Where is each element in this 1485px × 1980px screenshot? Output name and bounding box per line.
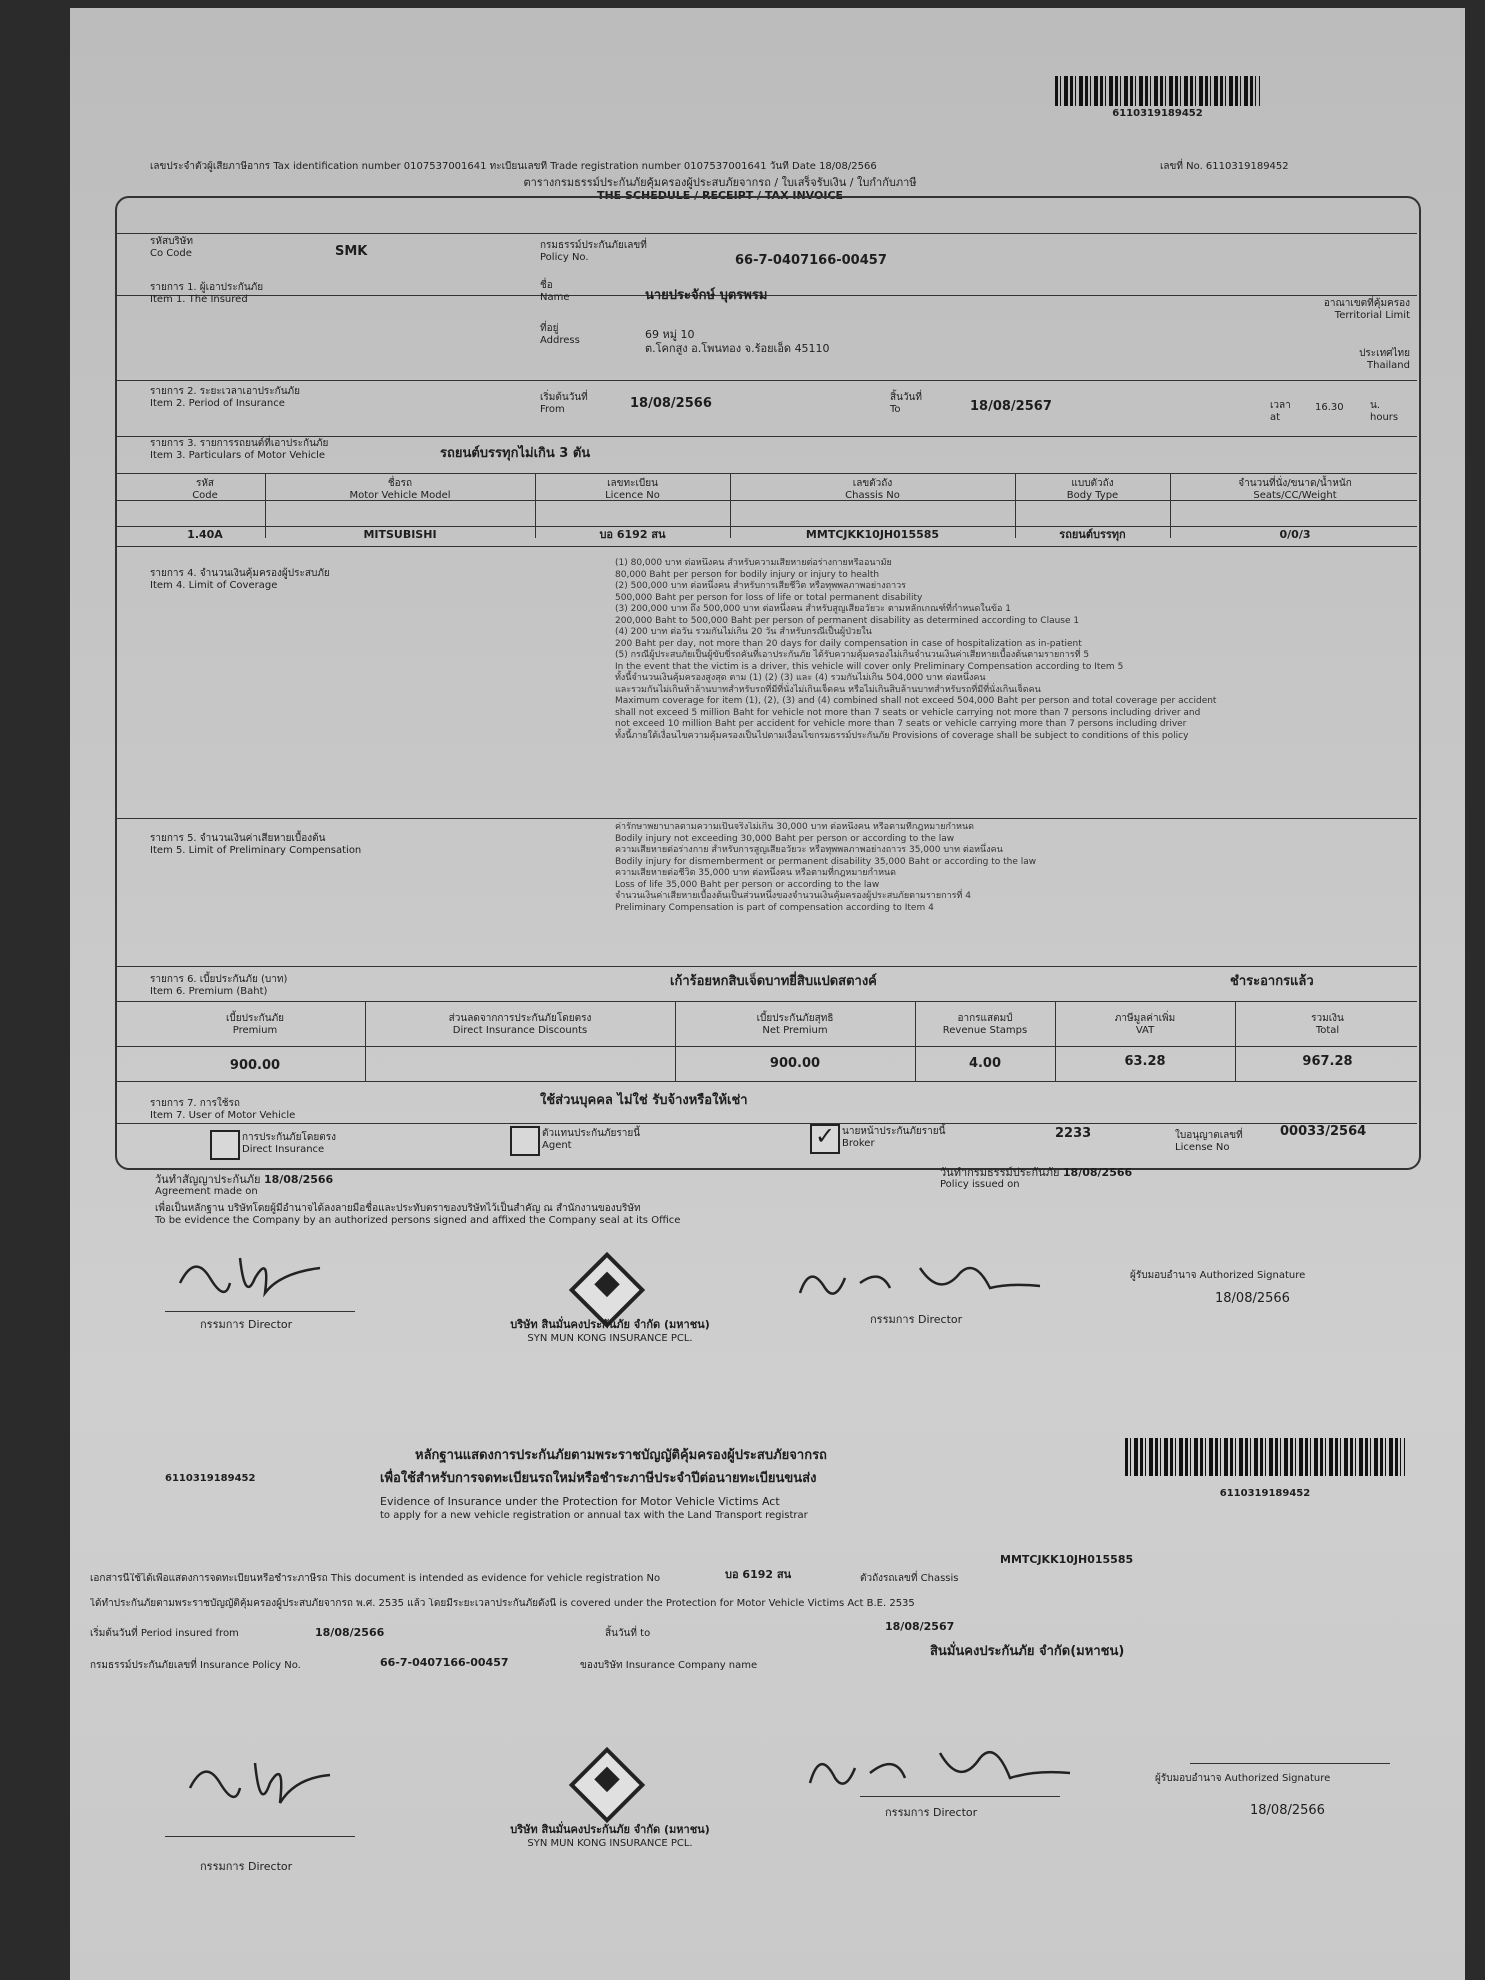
item4-label: รายการ 4. จำนวนเงินคุ้มครองผู้ประสบภัย Item 4. Limit of Coverage	[150, 568, 330, 591]
co-code-label: รหัสบริษัท Co Code	[150, 236, 193, 259]
vehicle-header-body: แบบตัวถัง Body Type	[1066, 478, 1119, 501]
company-name-en: SYN MUN KONG INSURANCE PCL.	[527, 1333, 693, 1344]
net-premium-value: 900.00	[769, 1056, 821, 1071]
evidence-title-en-2: to apply for a new vehicle registration or annual tax with the Land Transport registrar	[380, 1510, 808, 1521]
revenue-stamps-header: อากรแสตมป์ Revenue Stamps	[942, 1013, 1028, 1036]
name-label: ชื่อ Name	[540, 280, 570, 303]
evidence-number-left: 6110319189452	[165, 1473, 256, 1484]
vehicle-header-code: รหัส Code	[192, 478, 218, 501]
top-barcode-number: 6110319189452	[1112, 108, 1203, 119]
director-signature-left	[170, 1243, 330, 1313]
vehicle-usage: ใช้ส่วนบุคคล ไม่ใช่ รับจ้างหรือให้เช่า	[540, 1093, 748, 1108]
vehicle-chassis: MMTCJKK10JH015585	[805, 528, 940, 541]
tax-id-line: เลขประจำตัวผู้เสียภาษีอากร Tax identification number 0107537001641 ทะเบียนเลขที่ Trade registration number 0107537001641 วันที่ Date 18/08/2566	[150, 161, 877, 172]
premium-amount-words: เก้าร้อยหกสิบเจ็ดบาทยี่สิบแปดสตางค์	[670, 974, 877, 989]
policy-issued-date: วันทำกรมธรรม์ประกันภัย 18/08/2566 Policy issued on	[940, 1166, 1133, 1190]
address-line-2: ต.โคกสูง อ.โพนทอง จ.ร้อยเอ็ด 45110	[645, 342, 830, 355]
vehicle-body-type: รถยนต์บรรทุก	[1059, 528, 1126, 541]
company-logo-icon	[569, 1252, 645, 1328]
evidence-to-label: สิ้นวันที่ to	[605, 1628, 651, 1639]
agreement-date: วันทำสัญญาประกันภัย 18/08/2566 Agreement made on	[155, 1173, 334, 1197]
schedule-title-th: ตารางกรมธรรม์ประกันภัยคุ้มครองผู้ประสบภัยจากรถ / ใบเสร็จรับเงิน / ใบกำกับภาษี	[523, 176, 917, 189]
director-label-left: กรรมการ Director	[200, 1318, 293, 1331]
vat-header: ภาษีมูลค่าเพิ่ม VAT	[1114, 1013, 1176, 1036]
territorial-limit: อาณาเขตที่คุ้มครอง Territorial Limit	[1323, 298, 1410, 321]
vehicle-licence: บอ 6192 สน	[599, 528, 666, 541]
co-code-value: SMK	[335, 244, 368, 259]
vehicle-header-chassis: เลขตัวถัง Chassis No	[845, 478, 900, 501]
to-label: สิ้นวันที่ To	[890, 392, 922, 415]
evidence-chassis: MMTCJKK10JH015585	[1000, 1553, 1134, 1566]
broker-checkbox[interactable]	[810, 1124, 840, 1154]
registration-line: เอกสารนี้ใช้ได้เพื่อแสดงการจดทะเบียนหรือชำระภาษีรถ This document is intended as evidence for vehicle registration No	[90, 1573, 661, 1584]
item1-label: รายการ 1. ผู้เอาประกันภัย Item 1. The Insured	[150, 282, 264, 305]
broker-number: 2233	[1055, 1126, 1092, 1141]
authorized-date: 18/08/2566	[1215, 1291, 1290, 1306]
time-unit: น. hours	[1370, 400, 1399, 423]
direct-insurance-label: การประกันภัยโดยตรง Direct Insurance	[242, 1132, 336, 1155]
policy-no-label: กรมธรรม์ประกันภัยเลขที่ Policy No.	[540, 240, 647, 263]
policy-number: 66-7-0407166-00457	[735, 253, 887, 268]
address-line-1: 69 หมู่ 10	[645, 328, 695, 341]
period-time: 16.30	[1315, 402, 1344, 413]
schedule-title-en: THE SCHEDULE / RECEIPT / TAX INVOICE	[596, 189, 844, 202]
evidence-statement: เพื่อเป็นหลักฐาน บริษัทโดยผู้มีอำนาจได้ลงลายมือชื่อและประทับตราของบริษัทไว้เป็นสำคัญ ณ สำนักงานของบริษัท To be evidence the Company by an authorized persons signed and affixed the Company seal at its Office	[155, 1203, 681, 1226]
agent-label: ตัวแทนประกันภัยรายนี้ Agent	[542, 1128, 641, 1151]
company-name-th: บริษัท สินมั่นคงประกันภัย จำกัด (มหาชน)	[510, 1318, 710, 1331]
from-label: เริ่มต้นวันที่ From	[540, 392, 588, 415]
company-name-th-2: บริษัท สินมั่นคงประกันภัย จำกัด (มหาชน)	[510, 1823, 710, 1836]
vehicle-model: MITSUBISHI	[363, 528, 437, 541]
time-label: เวลา at	[1270, 400, 1291, 423]
director-label-left-2: กรรมการ Director	[200, 1860, 293, 1873]
stamp-duty-paid: ชำระอากรแล้ว	[1230, 974, 1314, 989]
total-value: 967.28	[1302, 1054, 1353, 1069]
vehicle-header-licence: เลขทะเบียน Licence No	[605, 478, 660, 501]
vehicle-header-seats: จำนวนที่นั่ง/ขนาด/น้ำหนัก Seats/CC/Weight	[1238, 478, 1352, 501]
territory-country: ประเทศไทย Thailand	[1359, 348, 1410, 371]
evidence-title-en-1: Evidence of Insurance under the Protection for Motor Vehicle Victims Act	[380, 1495, 780, 1508]
item2-label: รายการ 2. ระยะเวลาเอาประกันภัย Item 2. Period of Insurance	[150, 386, 301, 409]
direct-insurance-checkbox[interactable]	[210, 1130, 240, 1160]
address-label: ที่อยู่ Address	[540, 323, 580, 346]
vat-value: 63.28	[1124, 1054, 1166, 1069]
company-logo-icon-2	[569, 1747, 645, 1823]
evidence-policy-no: 66-7-0407166-00457	[380, 1656, 509, 1669]
director-label-right-2: กรรมการ Director	[885, 1806, 978, 1819]
coverage-text: (1) 80,000 บาท ต่อหนึ่งคน สำหรับความเสียหายต่อร่างกายหรืออนามัย 80,000 Baht per person for bodily injury or injury to health (2) 500,000 บาท ต่อหนึ่งคน สำหรับการเสียชีวิต หรือทุพพลภาพอย่างถาวร 500,000 Baht per person for loss of life or total permanent disability (3) 200,000 บาท ถึง 500,000 บาท ต่อหนึ่งคน สำหรับสูญเสียอวัยวะ ตามหลักเกณฑ์ที่กำหนดในข้อ 1 200,000 Baht to 500,000 Baht per person of permanent disability as determined according to Clause 1 (4) 200 บาท ต่อวัน รวมกันไม่เกิน 20 วัน สำหรับกรณีเป็นผู้ป่วยใน 200 Baht per day, not more than 20 days for daily compensation in case of hospitalization as in-patient (5) กรณีผู้ประสบภัยเป็นผู้ขับขี่รถคันที่เอาประกันภัย ได้รับความคุ้มครองไม่เกินจำนวนเงินค่าเสียหายเบื้องต้นตามรายการที่ 5 In the event that the victim is a driver, this vehicle will cover only Preliminary Compensation according to Item 5 ทั้งนี้จำนวนเงินคุ้มครองสูงสุด ตาม (1) (2) (3) และ (4) รวมกันไม่เกิน 504,000 บาท ต่อหนึ่งคน และรวมกันไม่เกินห้าล้านบาทสำหรับรถที่มีที่นั่งไม่เกินเจ็ดคน หรือไม่เกินสิบล้านบาทสำหรับรถที่มีที่นั่งเกินเจ็ดคน Maximum coverage for item (1), (2), (3) and (4) combined shall not exceed 504,000 Baht per person and total coverage per accident shall not exceed 5 million Baht for vehicle not more than 7 seats or vehicle carrying not more than 7 persons including driver and not exceed 10 million Baht per accident for vehicle more than 7 seats or vehicle carrying more than 7 persons including driver ทั้งนี้ภายใต้เงื่อนไขความคุ้มครองเป็นไปตามเงื่อนไขกรมธรรม์ประกันภัย Provisions of coverage shall be subject to conditions of this policy	[615, 558, 1217, 741]
revenue-stamps-value: 4.00	[968, 1056, 1002, 1071]
bottom-barcode-number: 6110319189452	[1219, 1488, 1311, 1499]
evidence-from: 18/08/2566	[315, 1626, 385, 1639]
authorized-signature-label: ผู้รับมอบอำนาจ Authorized Signature	[1130, 1270, 1306, 1281]
policy-document	[70, 8, 1465, 1980]
vehicle-type: รถยนต์บรรทุกไม่เกิน 3 ตัน	[440, 446, 591, 461]
evidence-policy-label: กรมธรรม์ประกันภัยเลขที่ Insurance Policy No.	[90, 1660, 301, 1671]
period-from: 18/08/2566	[630, 396, 712, 411]
total-header: รวมเงิน Total	[1311, 1013, 1344, 1036]
license-number: 00033/2564	[1280, 1124, 1367, 1139]
director-signature-left-2	[180, 1743, 340, 1823]
evidence-from-label: เริ่มต้นวันที่ Period insured from	[90, 1628, 239, 1639]
preliminary-compensation-text: ค่ารักษาพยาบาลตามความเป็นจริงไม่เกิน 30,000 บาท ต่อหนึ่งคน หรือตามที่กฎหมายกำหนด Bodily injury not exceeding 30,000 Baht per person or according to the law ความเสียหายต่อร่างกาย สำหรับการสูญเสียอวัยวะ หรือทุพพลภาพอย่างถาวร 35,000 บาท ต่อหนึ่งคน Bodily injury for dismemberment or permanent disability 35,000 Baht or according to the law ความเสียหายต่อชีวิต 35,000 บาท ต่อหนึ่งคน หรือตามที่กฎหมายกำหนด Loss of life 35,000 Baht per person or according to the law จำนวนเงินค่าเสียหายเบื้องต้นเป็นส่วนหนึ่งของจำนวนเงินคุ้มครองผู้ประสบภัยตามรายการที่ 4 Preliminary Compensation is part of compensation according to Item 4	[615, 822, 1037, 913]
net-premium-header: เบี้ยประกันภัยสุทธิ Net Premium	[756, 1013, 834, 1036]
item5-label: รายการ 5. จำนวนเงินค่าเสียหายเบื้องต้น Item 5. Limit of Preliminary Compensation	[150, 833, 362, 856]
license-label: ใบอนุญาตเลขที่ License No	[1175, 1130, 1243, 1153]
evidence-chassis-label: ตัวถังรถเลขที่ Chassis	[860, 1573, 959, 1584]
evidence-company-name: สินมั่นคงประกันภัย จำกัด(มหาชน)	[930, 1644, 1125, 1659]
insured-name: นายประจักษ์ บุตรพรม	[645, 288, 768, 303]
item3-label: รายการ 3. รายการรถยนต์ที่เอาประกันภัย Item 3. Particulars of Motor Vehicle	[150, 438, 329, 461]
checkmark-icon: ✓	[815, 1122, 836, 1150]
item6-label: รายการ 6. เบี้ยประกันภัย (บาท) Item 6. Premium (Baht)	[150, 974, 288, 997]
vehicle-seats: 0/0/3	[1279, 528, 1311, 541]
authorized-date-2: 18/08/2566	[1250, 1803, 1325, 1818]
director-signature-right	[790, 1248, 1050, 1318]
authorized-signature-label-2: ผู้รับมอบอำนาจ Authorized Signature	[1155, 1773, 1331, 1784]
top-barcode	[1055, 76, 1260, 106]
evidence-company-label: ของบริษัท Insurance Company name	[580, 1660, 758, 1671]
company-name-en-2: SYN MUN KONG INSURANCE PCL.	[527, 1838, 693, 1849]
vehicle-header-model: ชื่อรถ Motor Vehicle Model	[349, 478, 451, 501]
premium-header: เบี้ยประกันภัย Premium	[225, 1013, 285, 1036]
evidence-licence: บอ 6192 สน	[725, 1568, 792, 1581]
agent-checkbox[interactable]	[510, 1126, 540, 1156]
bottom-barcode	[1125, 1438, 1405, 1476]
director-label-right: กรรมการ Director	[870, 1313, 963, 1326]
act-coverage-line: ได้ทำประกันภัยตามพระราชบัญญัติคุ้มครองผู้ประสบภัยจากรถ พ.ศ. 2535 แล้ว โดยมีระยะเวลาประกันภัยดังนี้ is covered under the Protection for Motor Vehicle Victims Act B.E. 2535	[90, 1598, 915, 1609]
premium-value: 900.00	[229, 1058, 281, 1073]
evidence-title-th-1: หลักฐานแสดงการประกันภัยตามพระราชบัญญัติคุ้มครองผู้ประสบภัยจากรถ	[415, 1448, 827, 1463]
vehicle-code: 1.40A	[187, 528, 223, 541]
item7-label: รายการ 7. การใช้รถ Item 7. User of Motor Vehicle	[150, 1098, 296, 1121]
broker-label: นายหน้าประกันภัยรายนี้ Broker	[842, 1126, 946, 1149]
discount-header: ส่วนลดจากการประกันภัยโดยตรง Direct Insurance Discounts	[448, 1013, 592, 1036]
evidence-to: 18/08/2567	[885, 1620, 955, 1633]
document-number: เลขที่ No. 6110319189452	[1160, 161, 1289, 172]
evidence-title-th-2: เพื่อใช้สำหรับการจดทะเบียนรถใหม่หรือชำระภาษีประจำปีต่อนายทะเบียนขนส่ง	[380, 1471, 817, 1486]
period-to: 18/08/2567	[970, 399, 1052, 414]
